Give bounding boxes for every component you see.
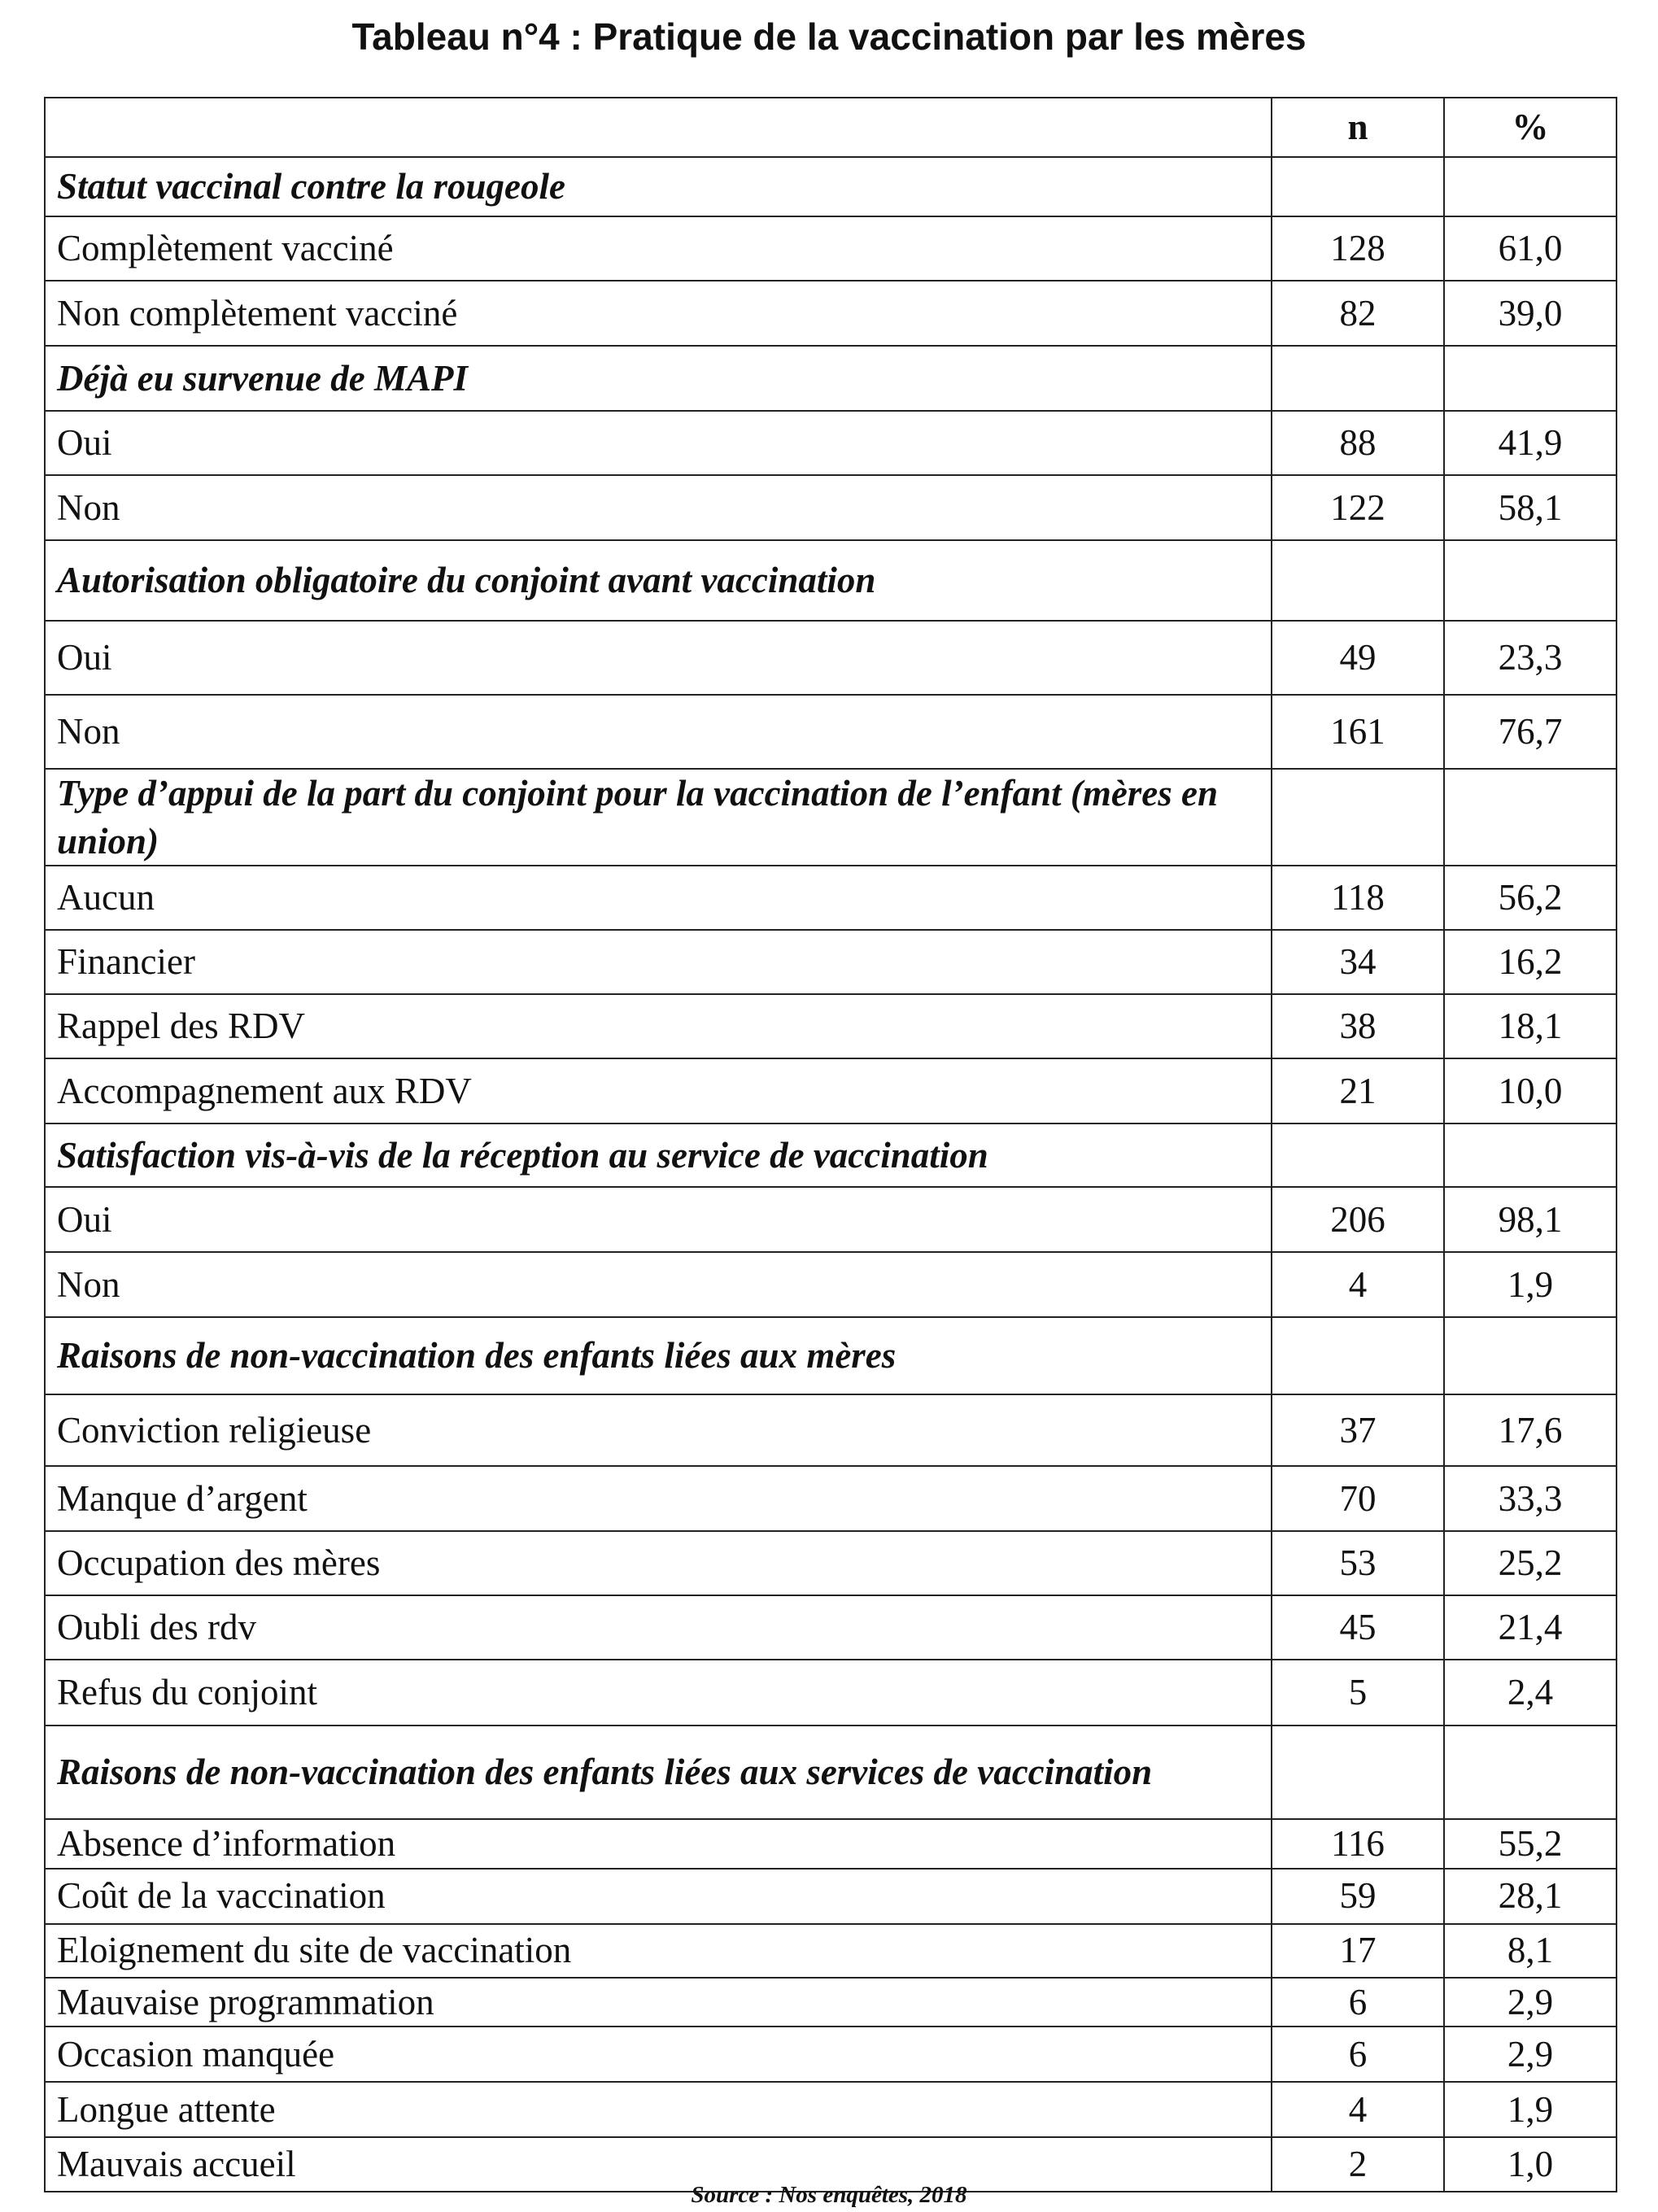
row-n-cell: 2 [1272, 2137, 1444, 2192]
empty-cell [1444, 540, 1617, 621]
section-header-row [45, 157, 1617, 216]
row-pct-cell: 1,9 [1444, 1252, 1617, 1317]
empty-cell [1272, 769, 1444, 866]
table-row [45, 695, 1617, 769]
row-pct-cell: 1,9 [1444, 2082, 1617, 2137]
section-heading: Raisons de non-vaccination des enfants liées aux services de vaccination [45, 1726, 1272, 1819]
row-n-cell: 70 [1272, 1466, 1444, 1531]
section-header-row [45, 1726, 1617, 1819]
row-label-cell: Aucun [45, 866, 1272, 930]
table-row [45, 1978, 1617, 2027]
header-label-cell [45, 98, 1272, 157]
table-row [45, 216, 1617, 281]
empty-cell [1444, 1123, 1617, 1187]
row-pct-cell: 58,1 [1444, 475, 1617, 540]
row-label-cell: Absence d’information [45, 1819, 1272, 1869]
table-row [45, 1187, 1617, 1252]
row-n-cell: 122 [1272, 475, 1444, 540]
empty-cell [1272, 157, 1444, 216]
header-n-cell: n [1272, 98, 1444, 157]
row-pct-cell: 39,0 [1444, 281, 1617, 346]
row-pct-cell: 2,9 [1444, 2027, 1617, 2082]
row-n-cell: 34 [1272, 930, 1444, 994]
row-pct-cell: 41,9 [1444, 411, 1617, 475]
row-n-cell: 49 [1272, 621, 1444, 695]
row-label-cell: Mauvais accueil [45, 2137, 1272, 2192]
row-label-cell: Coût de la vaccination [45, 1869, 1272, 1924]
row-label-cell: Non [45, 695, 1272, 769]
row-label-cell: Rappel des RDV [45, 994, 1272, 1058]
row-n-cell: 53 [1272, 1531, 1444, 1595]
empty-cell [1444, 1726, 1617, 1819]
row-pct-cell: 76,7 [1444, 695, 1617, 769]
table-row [45, 621, 1617, 695]
row-n-cell: 45 [1272, 1595, 1444, 1660]
row-label-cell: Non [45, 475, 1272, 540]
empty-cell [1272, 346, 1444, 411]
row-label-cell: Manque d’argent [45, 1466, 1272, 1531]
row-label-cell: Eloignement du site de vaccination [45, 1924, 1272, 1978]
row-label-cell: Accompagnement aux RDV [45, 1058, 1272, 1123]
row-label-cell: Conviction religieuse [45, 1394, 1272, 1466]
section-header-row [45, 540, 1617, 621]
row-pct-cell: 18,1 [1444, 994, 1617, 1058]
row-pct-cell: 17,6 [1444, 1394, 1617, 1466]
empty-cell [1272, 1726, 1444, 1819]
row-n-cell: 116 [1272, 1819, 1444, 1869]
row-n-cell: 59 [1272, 1869, 1444, 1924]
table-row [45, 1924, 1617, 1978]
row-pct-cell: 16,2 [1444, 930, 1617, 994]
table-body [45, 98, 1617, 2192]
table-row [45, 411, 1617, 475]
section-heading: Satisfaction vis-à-vis de la réception au service de vaccination [45, 1123, 1272, 1187]
section-header-row [45, 346, 1617, 411]
row-pct-cell: 61,0 [1444, 216, 1617, 281]
table-row [45, 1869, 1617, 1924]
empty-cell [1272, 1317, 1444, 1394]
row-pct-cell: 2,4 [1444, 1660, 1617, 1726]
row-label-cell: Oui [45, 621, 1272, 695]
row-label-cell: Longue attente [45, 2082, 1272, 2137]
header-row [45, 98, 1617, 157]
row-n-cell: 6 [1272, 1978, 1444, 2027]
row-label-cell: Complètement vacciné [45, 216, 1272, 281]
row-n-cell: 4 [1272, 1252, 1444, 1317]
row-pct-cell: 56,2 [1444, 866, 1617, 930]
section-heading: Déjà eu survenue de MAPI [45, 346, 1272, 411]
row-n-cell: 5 [1272, 1660, 1444, 1726]
row-n-cell: 161 [1272, 695, 1444, 769]
section-heading: Statut vaccinal contre la rougeole [45, 157, 1272, 216]
empty-cell [1444, 346, 1617, 411]
row-n-cell: 88 [1272, 411, 1444, 475]
row-n-cell: 4 [1272, 2082, 1444, 2137]
section-header-row [45, 769, 1617, 866]
empty-cell [1444, 157, 1617, 216]
table-row [45, 994, 1617, 1058]
row-pct-cell: 25,2 [1444, 1531, 1617, 1595]
table-row [45, 1819, 1617, 1869]
row-n-cell: 118 [1272, 866, 1444, 930]
row-pct-cell: 28,1 [1444, 1869, 1617, 1924]
row-label-cell: Oui [45, 411, 1272, 475]
empty-cell [1444, 769, 1617, 866]
section-heading: Raisons de non-vaccination des enfants liées aux mères [45, 1317, 1272, 1394]
row-pct-cell: 23,3 [1444, 621, 1617, 695]
table-row [45, 1660, 1617, 1726]
table-row [45, 1595, 1617, 1660]
table-row [45, 930, 1617, 994]
section-header-row [45, 1317, 1617, 1394]
row-n-cell: 128 [1272, 216, 1444, 281]
section-header-row [45, 1123, 1617, 1187]
row-label-cell: Non complètement vacciné [45, 281, 1272, 346]
row-pct-cell: 10,0 [1444, 1058, 1617, 1123]
row-label-cell: Oui [45, 1187, 1272, 1252]
source-note: Source : Nos enquêtes, 2018 [691, 2182, 967, 2208]
table-row [45, 1531, 1617, 1595]
table-row [45, 281, 1617, 346]
row-pct-cell: 21,4 [1444, 1595, 1617, 1660]
empty-cell [1272, 540, 1444, 621]
table-row [45, 2027, 1617, 2082]
row-label-cell: Occupation des mères [45, 1531, 1272, 1595]
empty-cell [1444, 1317, 1617, 1394]
table-row [45, 866, 1617, 930]
row-pct-cell: 98,1 [1444, 1187, 1617, 1252]
row-pct-cell: 8,1 [1444, 1924, 1617, 1978]
header-pct-cell: % [1444, 98, 1617, 157]
empty-cell [1272, 1123, 1444, 1187]
row-n-cell: 38 [1272, 994, 1444, 1058]
table-row [45, 1394, 1617, 1466]
row-n-cell: 6 [1272, 2027, 1444, 2082]
row-n-cell: 82 [1272, 281, 1444, 346]
row-n-cell: 206 [1272, 1187, 1444, 1252]
section-heading: Autorisation obligatoire du conjoint avant vaccination [45, 540, 1272, 621]
row-label-cell: Refus du conjoint [45, 1660, 1272, 1726]
row-n-cell: 21 [1272, 1058, 1444, 1123]
table-title: Tableau n°4 : Pratique de la vaccination par les mères [351, 15, 1307, 58]
row-label-cell: Occasion manquée [45, 2027, 1272, 2082]
row-pct-cell: 55,2 [1444, 1819, 1617, 1869]
table-row [45, 1466, 1617, 1531]
row-n-cell: 37 [1272, 1394, 1444, 1466]
row-pct-cell: 1,0 [1444, 2137, 1617, 2192]
row-label-cell: Oubli des rdv [45, 1595, 1272, 1660]
table-row [45, 1058, 1617, 1123]
table-row [45, 2082, 1617, 2137]
vaccination-table [44, 97, 1617, 2192]
row-pct-cell: 33,3 [1444, 1466, 1617, 1531]
section-heading: Type d’appui de la part du conjoint pour la vaccination de l’enfant (mères en union) [45, 769, 1272, 866]
row-n-cell: 17 [1272, 1924, 1444, 1978]
row-pct-cell: 2,9 [1444, 1978, 1617, 2027]
table-row [45, 475, 1617, 540]
row-label-cell: Mauvaise programmation [45, 1978, 1272, 2027]
row-label-cell: Non [45, 1252, 1272, 1317]
table-row [45, 1252, 1617, 1317]
row-label-cell: Financier [45, 930, 1272, 994]
